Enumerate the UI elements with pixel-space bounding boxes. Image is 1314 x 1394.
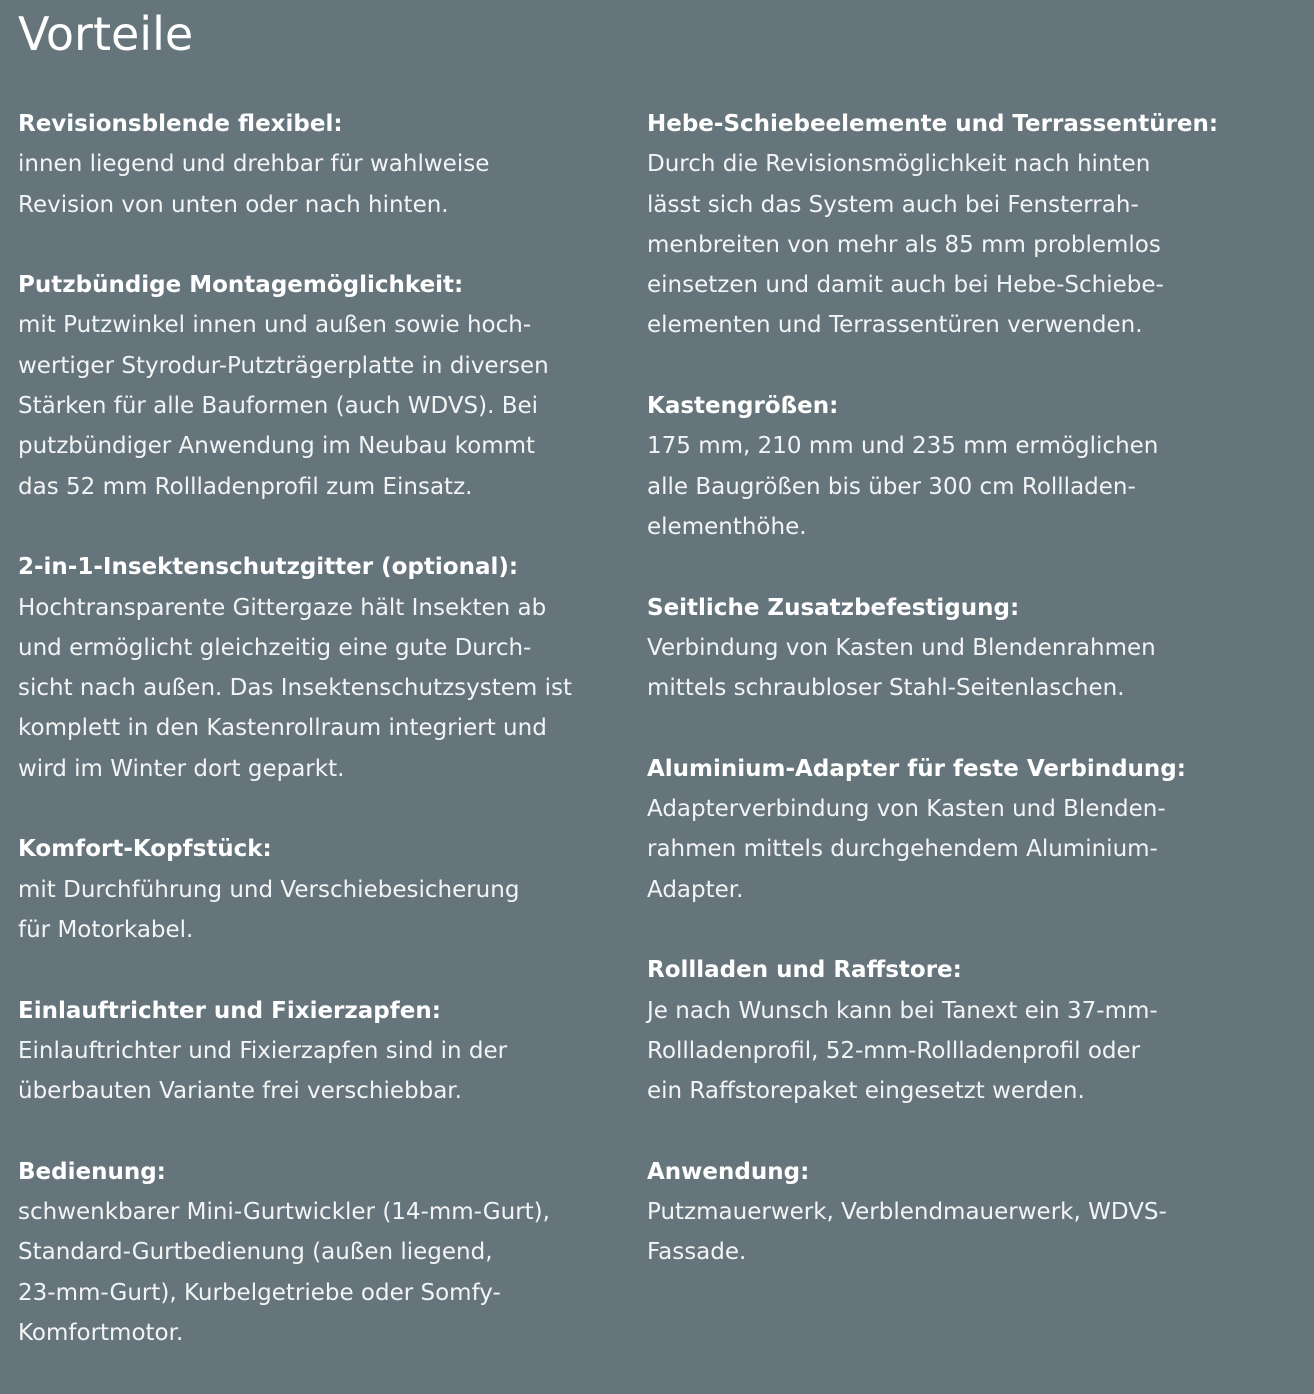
feature-description-line: elementen und Terrassentüren verwenden.: [647, 312, 1143, 339]
feature-description-line: Fassade.: [647, 1239, 747, 1266]
feature-description-line: das 52 mm Rollladenprofil zum Einsatz.: [18, 473, 473, 500]
feature-description-line: Stärken für alle Bauformen (auch WDVS). Bei: [18, 393, 539, 420]
feature-description-line: mittels schraubloser Stahl-Seitenlaschen.: [647, 675, 1125, 702]
feature-description-line: mit Putzwinkel innen und außen sowie hoch-: [18, 312, 532, 339]
feature-description-line: einsetzen und damit auch bei Hebe-Schiebe-: [647, 272, 1164, 299]
feature-heading: Rollladen und Raffstore:: [647, 957, 962, 984]
feature-section: [18, 547, 618, 789]
feature-description-line: menbreiten von mehr als 85 mm problemlos: [647, 231, 1161, 258]
feature-section: [647, 386, 1247, 547]
feature-description-line: Revision von unten oder nach hinten.: [18, 191, 449, 218]
feature-section: [647, 749, 1247, 910]
feature-heading: Putzbündige Montagemöglichkeit:: [18, 272, 464, 299]
feature-description-line: Putzmauerwerk, Verblendmauerwerk, WDVS-: [647, 1199, 1167, 1226]
feature-section: [18, 991, 618, 1112]
feature-section: [18, 829, 618, 950]
feature-description-line: Hochtransparente Gittergaze hält Insekten ab: [18, 594, 547, 621]
left-column: [18, 104, 618, 1394]
feature-heading: Bedienung:: [18, 1158, 166, 1185]
feature-heading: Kastengrößen:: [647, 393, 839, 420]
feature-description-line: Je nach Wunsch kann bei Tanext ein 37-mm-: [647, 997, 1158, 1024]
feature-description-line: Adapterverbindung von Kasten und Blenden-: [647, 796, 1166, 823]
right-column: [647, 104, 1247, 1313]
feature-heading: 2-in-1-Insektenschutzgitter (optional):: [18, 554, 519, 581]
feature-description-line: schwenkbarer Mini-Gurtwickler (14-mm-Gurt),: [18, 1199, 550, 1226]
feature-description-line: Adapter.: [647, 876, 744, 903]
feature-section: [18, 104, 618, 225]
feature-description-line: Rollladenprofil, 52-mm-Rollladenprofil oder: [647, 1037, 1141, 1064]
feature-heading: Komfort-Kopfstück:: [18, 836, 272, 863]
feature-description-line: 23-mm-Gurt), Kurbelgetriebe oder Somfy-: [18, 1279, 501, 1306]
feature-description-line: ein Raffstorepaket eingesetzt werden.: [647, 1078, 1085, 1105]
feature-description-line: alle Baugrößen bis über 300 cm Rollladen-: [647, 473, 1136, 500]
feature-heading: Hebe-Schiebeelemente und Terrassentüren:: [647, 111, 1219, 137]
feature-description-line: sicht nach außen. Das Insektenschutzsystem ist: [18, 675, 573, 702]
feature-section: [18, 265, 618, 507]
feature-description-line: überbauten Variante frei verschiebbar.: [18, 1078, 462, 1105]
feature-description-line: lässt sich das System auch bei Fensterrah-: [647, 191, 1139, 218]
feature-description-line: innen liegend und drehbar für wahlweise: [18, 151, 490, 178]
feature-description-line: Komfortmotor.: [18, 1319, 184, 1346]
feature-description-line: für Motorkabel.: [18, 916, 194, 943]
feature-section: [647, 104, 1247, 346]
feature-description-line: wertiger Styrodur-Putzträgerplatte in diversen: [18, 352, 549, 379]
feature-heading: Einlauftrichter und Fixierzapfen:: [18, 997, 441, 1024]
feature-description-line: komplett in den Kastenrollraum integriert und: [18, 715, 547, 742]
feature-description-line: 175 mm, 210 mm und 235 mm ermöglichen: [647, 433, 1159, 460]
feature-description-line: elementhöhe.: [647, 513, 807, 540]
feature-description-line: Standard-Gurtbedienung (außen liegend,: [18, 1239, 493, 1266]
feature-section: [647, 950, 1247, 1111]
feature-description-line: mit Durchführung und Verschiebesicherung: [18, 876, 520, 903]
feature-description-line: putzbündiger Anwendung im Neubau kommt: [18, 433, 536, 460]
feature-section: [18, 1152, 618, 1353]
feature-description-line: wird im Winter dort geparkt.: [18, 755, 345, 782]
feature-heading: Anwendung:: [647, 1158, 810, 1185]
feature-heading: Seitliche Zusatzbefestigung:: [647, 594, 1020, 621]
feature-description-line: Einlauftrichter und Fixierzapfen sind in der: [18, 1037, 508, 1064]
feature-description-line: Verbindung von Kasten und Blendenrahmen: [647, 634, 1156, 661]
feature-description-line: rahmen mittels durchgehendem Aluminium-: [647, 836, 1158, 863]
feature-section: [647, 588, 1247, 709]
feature-heading: Aluminium-Adapter für feste Verbindung:: [647, 755, 1186, 782]
feature-section: [647, 1152, 1247, 1273]
feature-heading: Revisionsblende flexibel:: [18, 111, 343, 137]
feature-description-line: und ermöglicht gleichzeitig eine gute Durch-: [18, 634, 532, 661]
page-title: Vorteile: [18, 7, 194, 61]
feature-description-line: Durch die Revisionsmöglichkeit nach hinten: [647, 151, 1151, 178]
